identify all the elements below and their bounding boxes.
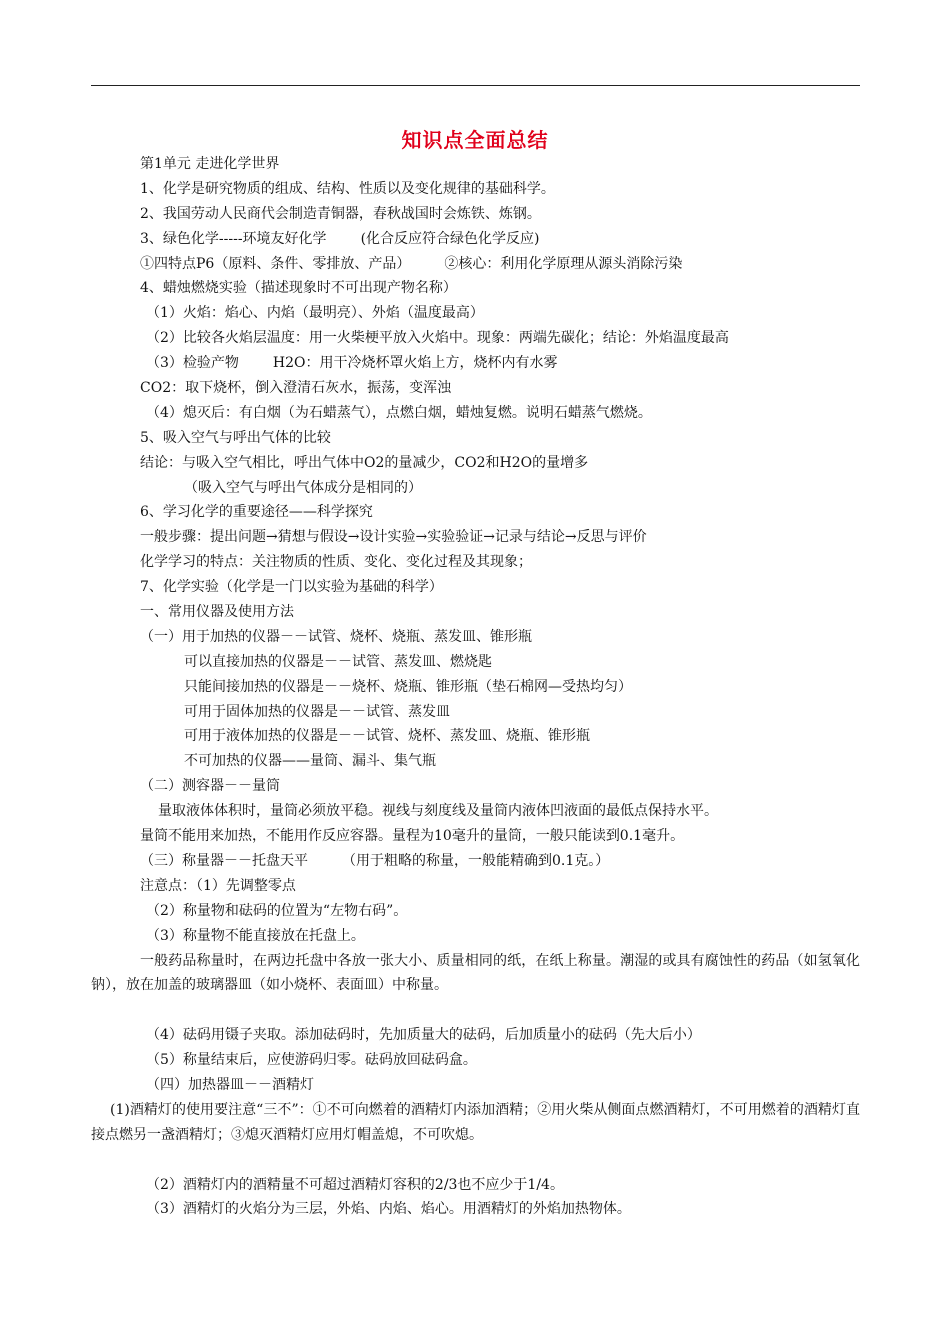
balance-position: （2）称量物和砝码的位置为“左物右码”。 bbox=[146, 902, 408, 919]
direct-heating: 可以直接加热的仪器是－－试管、蒸发皿、燃烧匙 bbox=[184, 653, 492, 670]
balance-weights: （4）砝码用镊子夹取。添加砝码时，先加质量大的砝码，后加质量小的砝码（先大后小） bbox=[146, 1027, 701, 1044]
page-title: 知识点全面总结 bbox=[401, 128, 549, 152]
paragraph-4: 4、蜡烛燃烧实验（描述现象时不可出现产物名称） bbox=[140, 280, 457, 297]
paragraph-2: 2、我国劳动人民商代会制造青铜器，春秋战国时会炼铁、炼钢。 bbox=[140, 205, 541, 222]
paragraph-5: 5、吸入空气与呼出气体的比较 bbox=[140, 429, 331, 446]
header-rule bbox=[91, 85, 860, 86]
lamp-rules-paragraph: (1)酒精灯的使用要注意“三不”：①不可向燃着的酒精灯内添加酒精；②用火柴从侧面点燃酒精灯，不可用燃着的酒精灯直接点燃另一盏酒精灯；③熄灭酒精灯应用灯帽盖熄，不可吹熄。 bbox=[91, 1101, 860, 1143]
green-chem-core: ②核心：利用化学原理从源头消除污染 bbox=[444, 255, 683, 272]
green-chem-note: (化合反应符合绿色化学反应) bbox=[360, 230, 540, 247]
candle-products-label: （3）检验产物 bbox=[146, 355, 239, 372]
paragraph-6: 6、学习化学的重要途径——科学探究 bbox=[140, 504, 373, 521]
green-chem-features: ①四特点P6（原料、条件、零排放、产品） bbox=[140, 255, 411, 272]
balance-paper-paragraph: 一般药品称量时，在两边托盘中各放一张大小、质量相同的纸，在纸上称量。潮湿的或具有腐蚀性的药品（如氢氧化钠），放在加盖的玻璃器皿（如小烧杯、表面皿）中称量。 bbox=[91, 952, 860, 994]
candle-products-co2: CO2：取下烧杯，倒入澄清石灰水，振荡，变浑浊 bbox=[140, 380, 452, 397]
balance-zero: 注意点：（1）先调整零点 bbox=[140, 877, 296, 894]
cylinder-notes: 量筒不能用来加热，不能用作反应容器。量程为10毫升的量筒，一般只能读到0.1毫升。 bbox=[140, 828, 685, 845]
non-heating: 不可加热的仪器——量筒、漏斗、集气瓶 bbox=[184, 753, 436, 770]
breath-note: （吸入空气与呼出气体成分是相同的） bbox=[184, 479, 422, 496]
lamp-volume: （2）酒精灯内的酒精量不可超过酒精灯容积的2/3也不应少于1/4。 bbox=[146, 1176, 564, 1193]
liquid-heating: 可用于液体加热的仪器是－－试管、烧杯、蒸发皿、烧瓶、锥形瓶 bbox=[184, 728, 590, 745]
candle-products bbox=[140, 351, 860, 376]
subsection-balance bbox=[140, 849, 860, 874]
balance-label: （三）称量器－－托盘天平 bbox=[140, 852, 308, 869]
subsection-measuring: （二）测容器－－量筒 bbox=[140, 778, 280, 795]
green-chem-points bbox=[140, 252, 860, 277]
lamp-flame: （3）酒精灯的火焰分为三层，外焰、内焰、焰心。用酒精灯的外焰加热物体。 bbox=[146, 1201, 631, 1218]
learning-features: 化学学习的特点：关注物质的性质、变化、变化过程及其现象； bbox=[140, 554, 532, 571]
document-body bbox=[91, 152, 860, 1222]
paragraph-1: 1、化学是研究物质的组成、结构、性质以及变化规律的基础科学。 bbox=[140, 180, 555, 197]
candle-products-water: H2O：用干冷烧杯罩火焰上方，烧杯内有水雾 bbox=[272, 355, 558, 372]
candle-extinguish: （4）熄灭后：有白烟（为石蜡蒸气），点燃白烟，蜡烛复燃。说明石蜡蒸气燃烧。 bbox=[146, 404, 652, 421]
green-chem-label: 3、绿色化学-----环境友好化学 bbox=[140, 230, 327, 247]
cylinder-reading: 量取液体体积时，量筒必须放平稳。视线与刻度线及量筒内液体凹液面的最低点保持水平。 bbox=[158, 803, 718, 820]
candle-flame: （1）火焰：焰心、内焰（最明亮）、外焰（温度最高） bbox=[146, 305, 484, 322]
balance-note: （用于粗略的称量，一般能精确到0.1克。） bbox=[342, 852, 610, 869]
solid-heating: 可用于固体加热的仪器是－－试管、蒸发皿 bbox=[184, 703, 450, 720]
balance-finish: （5）称量结束后，应使游码归零。砝码放回砝码盒。 bbox=[146, 1052, 477, 1069]
subsection-lamp: （四）加热器皿－－酒精灯 bbox=[146, 1076, 314, 1093]
general-steps: 一般步骤：提出问题→猜想与假设→设计实验→实验验证→记录与结论→反思与评价 bbox=[140, 529, 647, 546]
unit-heading: 第1单元 走进化学世界 bbox=[140, 156, 280, 172]
indirect-heating: 只能间接加热的仪器是－－烧杯、烧瓶、锥形瓶（垫石棉网—受热均匀） bbox=[184, 678, 632, 695]
section-instruments: 一、常用仪器及使用方法 bbox=[140, 604, 294, 621]
breath-conclusion: 结论：与吸入空气相比，呼出气体中O2的量减少，CO2和H2O的量增多 bbox=[140, 454, 589, 471]
paragraph-7: 7、化学实验（化学是一门以实验为基础的科学） bbox=[140, 579, 443, 596]
subsection-heating: （一）用于加热的仪器－－试管、烧杯、烧瓶、蒸发皿、锥形瓶 bbox=[140, 628, 532, 645]
candle-temperature: （2）比较各火焰层温度：用一火柴梗平放入火焰中。现象：两端先碳化；结论：外焰温度最高 bbox=[146, 330, 729, 347]
paragraph-3 bbox=[140, 227, 860, 252]
balance-tray: （3）称量物不能直接放在托盘上。 bbox=[146, 927, 365, 944]
